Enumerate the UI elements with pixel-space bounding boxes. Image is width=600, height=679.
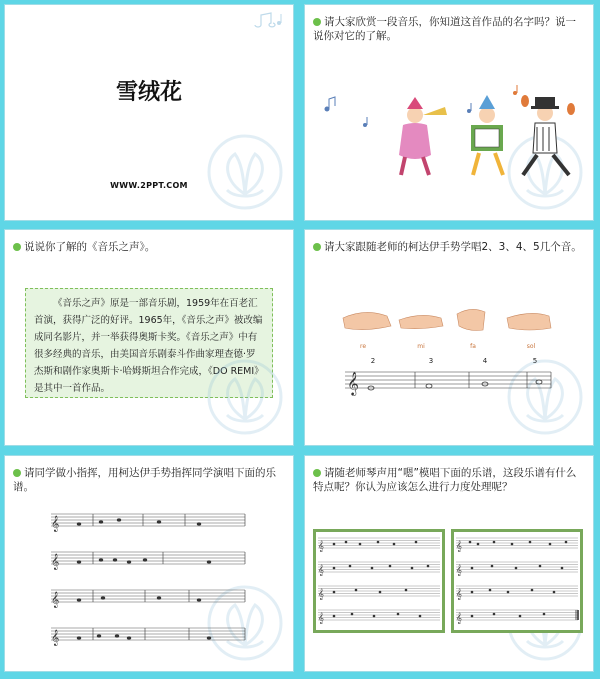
slide-heading: 请大家欣赏一段音乐，你知道这首作品的名字吗？说一说你对它的了解。 <box>313 16 576 42</box>
watermark-logo-icon <box>205 132 285 212</box>
clown-maracas-figure <box>521 95 575 175</box>
slide-listen[interactable] <box>304 4 594 221</box>
syllable-re: re <box>359 343 367 350</box>
number-5: 5 <box>532 357 538 365</box>
treble-clef-icon: 𝄞 <box>51 516 60 532</box>
clown-trumpet-figure <box>399 97 447 175</box>
slide-kodaly-hand-signs[interactable] <box>304 229 594 446</box>
syllable-fa: fa <box>470 343 476 350</box>
clown-accordion-figure <box>471 95 503 175</box>
treble-clef-icon: 𝄞 <box>456 589 462 600</box>
slide-heading: 说说你了解的《音乐之声》。 <box>13 240 283 254</box>
hand-signs-figure <box>335 300 575 400</box>
score-left <box>316 532 442 630</box>
music-notes-icon <box>251 11 285 29</box>
score-panel-left <box>313 529 445 633</box>
slide-heading: 请同学做小指挥，用柯达伊手势指挥同学演唱下面的乐谱。 <box>13 467 276 493</box>
bullet-icon <box>313 469 321 477</box>
syllable-sol: sol <box>526 343 536 350</box>
staff <box>345 372 551 388</box>
score-panel-right <box>451 529 583 633</box>
treble-clef-icon: 𝄞 <box>51 630 60 646</box>
treble-clef-icon: 𝄞 <box>347 371 359 395</box>
hand-sign-mi <box>399 315 443 328</box>
score-figure <box>49 506 249 656</box>
slide-conductor[interactable] <box>4 455 294 672</box>
treble-clef-icon: 𝄞 <box>456 613 462 624</box>
score-right <box>454 532 580 630</box>
treble-clef-icon: 𝄞 <box>51 592 60 608</box>
treble-clef-icon: 𝄞 <box>456 541 462 552</box>
treble-clef-icon: 𝄞 <box>318 541 324 552</box>
hand-sign-re <box>343 312 391 329</box>
hand-sign-fa <box>457 309 485 330</box>
intro-textbox: 《音乐之声》原是一部音乐剧，1959年在百老汇首演，获得广泛的好评。1965年，《音乐之声》被改编成同名影片，并一举获得奥斯卡奖。《音乐之声》中有很多经典的音乐，由美国音乐剧泰斗作曲家理查德·罗杰斯和剧作家奥斯卡·哈姆斯坦合作完成，《DO REMI》是其中一首作品。 <box>25 288 273 398</box>
treble-clef-icon: 𝄞 <box>318 613 324 624</box>
bullet-icon <box>313 243 321 251</box>
site-url: WWW.2PPT.COM <box>110 181 188 190</box>
bullet-icon <box>313 18 321 26</box>
treble-clef-icon: 𝄞 <box>51 554 60 570</box>
slide-title[interactable] <box>4 4 294 221</box>
bullet-icon <box>13 243 21 251</box>
bullet-icon <box>13 469 21 477</box>
treble-clef-icon: 𝄞 <box>318 565 324 576</box>
page-title: 雪绒花 <box>115 80 182 105</box>
slide-sound-of-music[interactable] <box>4 229 294 446</box>
slide-humming[interactable] <box>304 455 594 672</box>
number-3: 3 <box>428 357 434 365</box>
musicians-illustration <box>319 79 581 183</box>
slide-heading: 请大家跟随老师的柯达伊手势学唱2、3、4、5几个音。 <box>313 240 583 254</box>
syllable-mi: mi <box>417 343 425 350</box>
number-2: 2 <box>370 357 376 365</box>
hand-sign-sol <box>507 313 551 330</box>
slide-heading: 请随老师琴声用“嗯”模唱下面的乐谱，这段乐谱有什么特点呢？你认为应该怎么进行力度处理呢？ <box>313 467 577 493</box>
watermark-logo-icon <box>205 357 285 437</box>
treble-clef-icon: 𝄞 <box>456 565 462 576</box>
treble-clef-icon: 𝄞 <box>318 589 324 600</box>
number-4: 4 <box>482 357 488 365</box>
